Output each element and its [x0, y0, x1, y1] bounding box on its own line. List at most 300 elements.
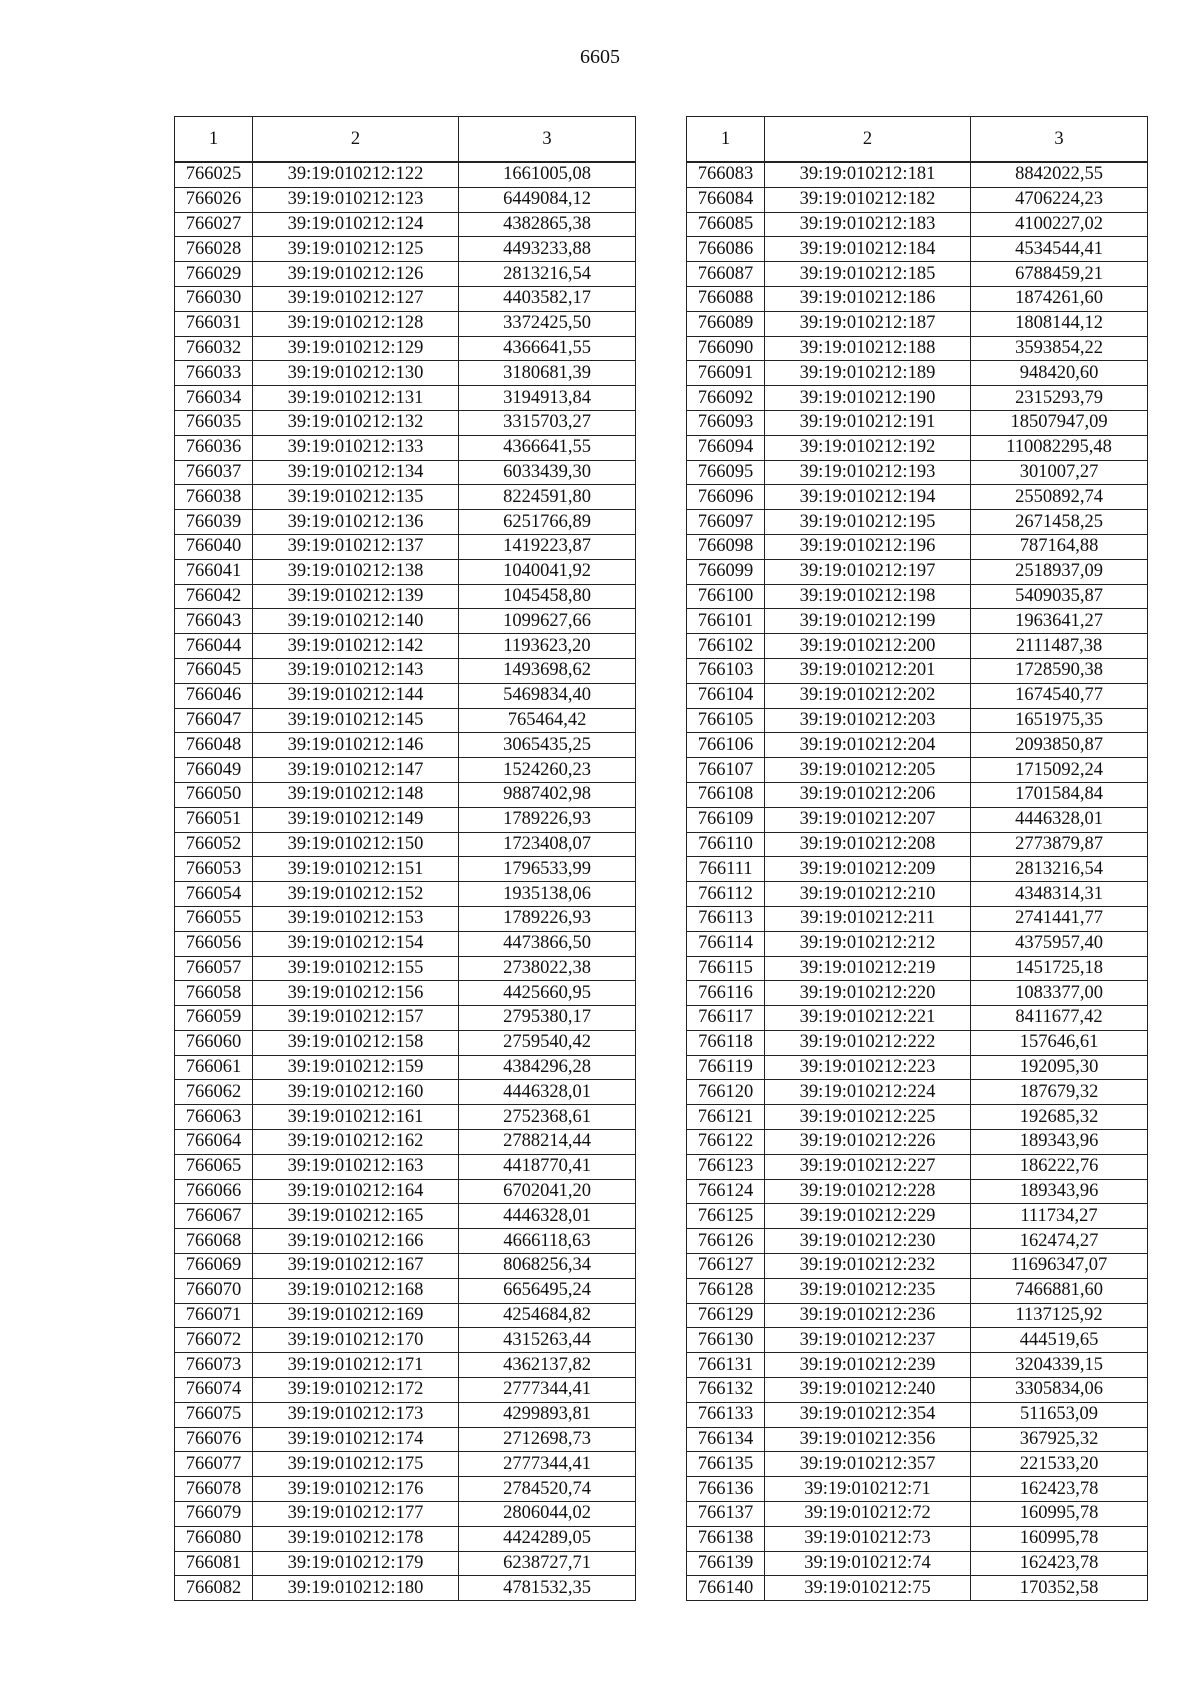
- table-row: [687, 485, 1148, 510]
- row-number-cell: 766107: [687, 758, 765, 783]
- row-number-cell: 766123: [687, 1154, 765, 1179]
- cadastral-number-cell: 39:19:010212:133: [253, 435, 459, 460]
- row-number-cell: 766040: [175, 534, 253, 559]
- value-cell: 4375957,40: [971, 931, 1148, 956]
- row-number-cell: 766066: [175, 1179, 253, 1204]
- cadastral-number-cell: 39:19:010212:179: [253, 1551, 459, 1576]
- row-number-cell: 766079: [175, 1502, 253, 1527]
- row-number-cell: 766114: [687, 931, 765, 956]
- value-cell: 8224591,80: [459, 485, 636, 510]
- value-cell: 160995,78: [971, 1502, 1148, 1527]
- row-number-cell: 766120: [687, 1080, 765, 1105]
- row-number-cell: 766134: [687, 1427, 765, 1452]
- row-number-cell: 766124: [687, 1179, 765, 1204]
- value-cell: 4315263,44: [459, 1328, 636, 1353]
- row-number-cell: 766037: [175, 460, 253, 485]
- row-number-cell: 766046: [175, 683, 253, 708]
- table-row: [175, 758, 636, 783]
- cadastral-number-cell: 39:19:010212:198: [765, 584, 971, 609]
- table-row: [175, 857, 636, 882]
- cadastral-number-cell: 39:19:010212:146: [253, 733, 459, 758]
- cadastral-number-cell: 39:19:010212:197: [765, 559, 971, 584]
- right-table: [686, 116, 1148, 1601]
- column-header-1: 1: [687, 117, 765, 163]
- row-number-cell: 766088: [687, 286, 765, 311]
- value-cell: 6251766,89: [459, 510, 636, 535]
- table-row: [175, 286, 636, 311]
- cadastral-number-cell: 39:19:010212:164: [253, 1179, 459, 1204]
- table-row: [687, 956, 1148, 981]
- table-row: [175, 162, 636, 187]
- table-row: [687, 1030, 1148, 1055]
- row-number-cell: 766108: [687, 782, 765, 807]
- row-number-cell: 766054: [175, 882, 253, 907]
- row-number-cell: 766098: [687, 534, 765, 559]
- table-row: [687, 1427, 1148, 1452]
- cadastral-number-cell: 39:19:010212:175: [253, 1452, 459, 1477]
- row-number-cell: 766067: [175, 1204, 253, 1229]
- value-cell: 2741441,77: [971, 906, 1148, 931]
- table-row: [687, 1254, 1148, 1279]
- row-number-cell: 766036: [175, 435, 253, 460]
- value-cell: 1193623,20: [459, 634, 636, 659]
- table-row: [175, 683, 636, 708]
- table-row: [687, 1477, 1148, 1502]
- row-number-cell: 766076: [175, 1427, 253, 1452]
- column-header-3: 3: [459, 117, 636, 163]
- value-cell: 765464,42: [459, 708, 636, 733]
- cadastral-number-cell: 39:19:010212:137: [253, 534, 459, 559]
- cadastral-number-cell: 39:19:010212:208: [765, 832, 971, 857]
- row-number-cell: 766031: [175, 311, 253, 336]
- table-row: [687, 1378, 1148, 1403]
- row-number-cell: 766045: [175, 658, 253, 683]
- table-row: [687, 187, 1148, 212]
- value-cell: 1045458,80: [459, 584, 636, 609]
- row-number-cell: 766035: [175, 410, 253, 435]
- cadastral-number-cell: 39:19:010212:158: [253, 1030, 459, 1055]
- cadastral-number-cell: 39:19:010212:199: [765, 609, 971, 634]
- value-cell: 5409035,87: [971, 584, 1148, 609]
- row-number-cell: 766070: [175, 1278, 253, 1303]
- row-number-cell: 766025: [175, 162, 253, 187]
- table-row: [175, 311, 636, 336]
- value-cell: 9887402,98: [459, 782, 636, 807]
- table-row: [175, 361, 636, 386]
- table-row: [175, 534, 636, 559]
- value-cell: 2518937,09: [971, 559, 1148, 584]
- cadastral-number-cell: 39:19:010212:130: [253, 361, 459, 386]
- table-row: [175, 1328, 636, 1353]
- row-number-cell: 766116: [687, 981, 765, 1006]
- table-row: [687, 758, 1148, 783]
- table-row: [687, 262, 1148, 287]
- row-number-cell: 766137: [687, 1502, 765, 1527]
- value-cell: 2315293,79: [971, 386, 1148, 411]
- cadastral-number-cell: 39:19:010212:124: [253, 212, 459, 237]
- table-row: [175, 1378, 636, 1403]
- row-number-cell: 766128: [687, 1278, 765, 1303]
- cadastral-number-cell: 39:19:010212:139: [253, 584, 459, 609]
- table-row: [175, 931, 636, 956]
- table-row: [687, 1130, 1148, 1155]
- table-row: [687, 311, 1148, 336]
- row-number-cell: 766072: [175, 1328, 253, 1353]
- row-number-cell: 766057: [175, 956, 253, 981]
- cadastral-number-cell: 39:19:010212:163: [253, 1154, 459, 1179]
- table-row: [175, 410, 636, 435]
- row-number-cell: 766129: [687, 1303, 765, 1328]
- cadastral-number-cell: 39:19:010212:201: [765, 658, 971, 683]
- value-cell: 2759540,42: [459, 1030, 636, 1055]
- cadastral-number-cell: 39:19:010212:206: [765, 782, 971, 807]
- cadastral-number-cell: 39:19:010212:127: [253, 286, 459, 311]
- value-cell: 1083377,00: [971, 981, 1148, 1006]
- left-table: [174, 116, 636, 1601]
- row-number-cell: 766091: [687, 361, 765, 386]
- value-cell: 2093850,87: [971, 733, 1148, 758]
- table-row: [687, 286, 1148, 311]
- table-row: [687, 361, 1148, 386]
- cadastral-number-cell: 39:19:010212:223: [765, 1055, 971, 1080]
- cadastral-number-cell: 39:19:010212:162: [253, 1130, 459, 1155]
- cadastral-number-cell: 39:19:010212:195: [765, 510, 971, 535]
- table-row: [175, 584, 636, 609]
- value-cell: 170352,58: [971, 1576, 1148, 1601]
- row-number-cell: 766140: [687, 1576, 765, 1601]
- value-cell: 1808144,12: [971, 311, 1148, 336]
- table-row: [687, 609, 1148, 634]
- row-number-cell: 766047: [175, 708, 253, 733]
- row-number-cell: 766058: [175, 981, 253, 1006]
- value-cell: 5469834,40: [459, 683, 636, 708]
- table-row: [687, 1154, 1148, 1179]
- table-row: [175, 1179, 636, 1204]
- value-cell: 4534544,41: [971, 237, 1148, 262]
- row-number-cell: 766089: [687, 311, 765, 336]
- table-row: [687, 882, 1148, 907]
- row-number-cell: 766062: [175, 1080, 253, 1105]
- cadastral-number-cell: 39:19:010212:128: [253, 311, 459, 336]
- value-cell: 187679,32: [971, 1080, 1148, 1105]
- table-row: [687, 1006, 1148, 1031]
- cadastral-number-cell: 39:19:010212:143: [253, 658, 459, 683]
- value-cell: 1451725,18: [971, 956, 1148, 981]
- cadastral-number-cell: 39:19:010212:154: [253, 931, 459, 956]
- value-cell: 8842022,55: [971, 162, 1148, 187]
- row-number-cell: 766102: [687, 634, 765, 659]
- row-number-cell: 766077: [175, 1452, 253, 1477]
- value-cell: 3372425,50: [459, 311, 636, 336]
- table-row: [687, 1353, 1148, 1378]
- row-number-cell: 766113: [687, 906, 765, 931]
- table-row: [175, 1427, 636, 1452]
- table-row: [175, 906, 636, 931]
- table-row: [175, 212, 636, 237]
- cadastral-number-cell: 39:19:010212:167: [253, 1254, 459, 1279]
- cadastral-number-cell: 39:19:010212:224: [765, 1080, 971, 1105]
- value-cell: 1789226,93: [459, 807, 636, 832]
- row-number-cell: 766101: [687, 609, 765, 634]
- value-cell: 6238727,71: [459, 1551, 636, 1576]
- cadastral-number-cell: 39:19:010212:74: [765, 1551, 971, 1576]
- row-number-cell: 766118: [687, 1030, 765, 1055]
- cadastral-number-cell: 39:19:010212:194: [765, 485, 971, 510]
- table-row: [175, 435, 636, 460]
- cadastral-number-cell: 39:19:010212:166: [253, 1229, 459, 1254]
- cadastral-number-cell: 39:19:010212:173: [253, 1402, 459, 1427]
- cadastral-number-cell: 39:19:010212:186: [765, 286, 971, 311]
- value-cell: 160995,78: [971, 1526, 1148, 1551]
- cadastral-number-cell: 39:19:010212:183: [765, 212, 971, 237]
- value-cell: 1728590,38: [971, 658, 1148, 683]
- value-cell: 11696347,07: [971, 1254, 1148, 1279]
- row-number-cell: 766053: [175, 857, 253, 882]
- value-cell: 1040041,92: [459, 559, 636, 584]
- table-row: [687, 212, 1148, 237]
- cadastral-number-cell: 39:19:010212:136: [253, 510, 459, 535]
- value-cell: 2795380,17: [459, 1006, 636, 1031]
- row-number-cell: 766121: [687, 1105, 765, 1130]
- table-row: [175, 237, 636, 262]
- cadastral-number-cell: 39:19:010212:200: [765, 634, 971, 659]
- column-header-3: 3: [971, 117, 1148, 163]
- value-cell: 511653,09: [971, 1402, 1148, 1427]
- value-cell: 192685,32: [971, 1105, 1148, 1130]
- value-cell: 1137125,92: [971, 1303, 1148, 1328]
- cadastral-number-cell: 39:19:010212:187: [765, 311, 971, 336]
- cadastral-number-cell: 39:19:010212:204: [765, 733, 971, 758]
- table-row: [687, 1055, 1148, 1080]
- row-number-cell: 766044: [175, 634, 253, 659]
- cadastral-number-cell: 39:19:010212:153: [253, 906, 459, 931]
- cadastral-number-cell: 39:19:010212:156: [253, 981, 459, 1006]
- value-cell: 2671458,25: [971, 510, 1148, 535]
- cadastral-number-cell: 39:19:010212:356: [765, 1427, 971, 1452]
- table-row: [175, 708, 636, 733]
- value-cell: 6449084,12: [459, 187, 636, 212]
- cadastral-number-cell: 39:19:010212:149: [253, 807, 459, 832]
- row-number-cell: 766109: [687, 807, 765, 832]
- row-number-cell: 766095: [687, 460, 765, 485]
- value-cell: 18507947,09: [971, 410, 1148, 435]
- value-cell: 1874261,60: [971, 286, 1148, 311]
- table-row: [175, 782, 636, 807]
- value-cell: 4362137,82: [459, 1353, 636, 1378]
- value-cell: 1715092,24: [971, 758, 1148, 783]
- row-number-cell: 766061: [175, 1055, 253, 1080]
- cadastral-number-cell: 39:19:010212:222: [765, 1030, 971, 1055]
- cadastral-number-cell: 39:19:010212:225: [765, 1105, 971, 1130]
- value-cell: 4424289,05: [459, 1526, 636, 1551]
- table-row: [175, 262, 636, 287]
- row-number-cell: 766133: [687, 1402, 765, 1427]
- table-row: [687, 1105, 1148, 1130]
- header-row: [687, 117, 1148, 163]
- value-cell: 111734,27: [971, 1204, 1148, 1229]
- value-cell: 4403582,17: [459, 286, 636, 311]
- value-cell: 2806044,02: [459, 1502, 636, 1527]
- cadastral-number-cell: 39:19:010212:123: [253, 187, 459, 212]
- table-row: [175, 1452, 636, 1477]
- row-number-cell: 766085: [687, 212, 765, 237]
- cadastral-number-cell: 39:19:010212:185: [765, 262, 971, 287]
- value-cell: 189343,96: [971, 1179, 1148, 1204]
- table-row: [687, 807, 1148, 832]
- cadastral-number-cell: 39:19:010212:229: [765, 1204, 971, 1229]
- cadastral-number-cell: 39:19:010212:159: [253, 1055, 459, 1080]
- cadastral-number-cell: 39:19:010212:161: [253, 1105, 459, 1130]
- value-cell: 1661005,08: [459, 162, 636, 187]
- row-number-cell: 766030: [175, 286, 253, 311]
- value-cell: 4382865,38: [459, 212, 636, 237]
- cadastral-number-cell: 39:19:010212:236: [765, 1303, 971, 1328]
- table-row: [175, 1402, 636, 1427]
- row-number-cell: 766115: [687, 956, 765, 981]
- row-number-cell: 766125: [687, 1204, 765, 1229]
- table-row: [175, 1204, 636, 1229]
- table-row: [175, 1303, 636, 1328]
- row-number-cell: 766069: [175, 1254, 253, 1279]
- value-cell: 4666118,63: [459, 1229, 636, 1254]
- cadastral-number-cell: 39:19:010212:160: [253, 1080, 459, 1105]
- row-number-cell: 766083: [687, 162, 765, 187]
- table-row: [175, 1477, 636, 1502]
- cadastral-number-cell: 39:19:010212:122: [253, 162, 459, 187]
- table-row: [687, 733, 1148, 758]
- table-row: [175, 1105, 636, 1130]
- table-row: [687, 931, 1148, 956]
- cadastral-number-cell: 39:19:010212:235: [765, 1278, 971, 1303]
- cadastral-number-cell: 39:19:010212:196: [765, 534, 971, 559]
- row-number-cell: 766026: [175, 187, 253, 212]
- table-row: [175, 609, 636, 634]
- table-row: [687, 1576, 1148, 1601]
- row-number-cell: 766096: [687, 485, 765, 510]
- value-cell: 1796533,99: [459, 857, 636, 882]
- value-cell: 162423,78: [971, 1551, 1148, 1576]
- row-number-cell: 766065: [175, 1154, 253, 1179]
- row-number-cell: 766071: [175, 1303, 253, 1328]
- table-row: [687, 534, 1148, 559]
- cadastral-number-cell: 39:19:010212:142: [253, 634, 459, 659]
- row-number-cell: 766055: [175, 906, 253, 931]
- cadastral-number-cell: 39:19:010212:228: [765, 1179, 971, 1204]
- table-row: [687, 435, 1148, 460]
- table-row: [687, 906, 1148, 931]
- table-row: [687, 1502, 1148, 1527]
- value-cell: 2813216,54: [971, 857, 1148, 882]
- table-row: [687, 1229, 1148, 1254]
- cadastral-number-cell: 39:19:010212:232: [765, 1254, 971, 1279]
- cadastral-number-cell: 39:19:010212:354: [765, 1402, 971, 1427]
- value-cell: 4366641,55: [459, 435, 636, 460]
- table-row: [175, 733, 636, 758]
- row-number-cell: 766052: [175, 832, 253, 857]
- value-cell: 2738022,38: [459, 956, 636, 981]
- row-number-cell: 766081: [175, 1551, 253, 1576]
- table-row: [687, 1204, 1148, 1229]
- cadastral-number-cell: 39:19:010212:165: [253, 1204, 459, 1229]
- row-number-cell: 766104: [687, 683, 765, 708]
- table-row: [175, 336, 636, 361]
- row-number-cell: 766048: [175, 733, 253, 758]
- value-cell: 1674540,77: [971, 683, 1148, 708]
- table-row: [175, 1154, 636, 1179]
- value-cell: 2777344,41: [459, 1452, 636, 1477]
- value-cell: 4418770,41: [459, 1154, 636, 1179]
- table-row: [175, 485, 636, 510]
- value-cell: 162474,27: [971, 1229, 1148, 1254]
- value-cell: 3204339,15: [971, 1353, 1148, 1378]
- cadastral-number-cell: 39:19:010212:207: [765, 807, 971, 832]
- table-row: [175, 956, 636, 981]
- row-number-cell: 766033: [175, 361, 253, 386]
- table-row: [175, 634, 636, 659]
- table-row: [687, 1551, 1148, 1576]
- cadastral-number-cell: 39:19:010212:168: [253, 1278, 459, 1303]
- row-number-cell: 766064: [175, 1130, 253, 1155]
- cadastral-number-cell: 39:19:010212:172: [253, 1378, 459, 1403]
- row-number-cell: 766126: [687, 1229, 765, 1254]
- table-row: [687, 510, 1148, 535]
- cadastral-number-cell: 39:19:010212:171: [253, 1353, 459, 1378]
- table-row: [687, 460, 1148, 485]
- row-number-cell: 766056: [175, 931, 253, 956]
- table-row: [687, 1328, 1148, 1353]
- cadastral-number-cell: 39:19:010212:237: [765, 1328, 971, 1353]
- value-cell: 1419223,87: [459, 534, 636, 559]
- cadastral-number-cell: 39:19:010212:230: [765, 1229, 971, 1254]
- row-number-cell: 766060: [175, 1030, 253, 1055]
- cadastral-number-cell: 39:19:010212:226: [765, 1130, 971, 1155]
- row-number-cell: 766027: [175, 212, 253, 237]
- table-row: [175, 1254, 636, 1279]
- table-row: [175, 559, 636, 584]
- value-cell: 186222,76: [971, 1154, 1148, 1179]
- row-number-cell: 766136: [687, 1477, 765, 1502]
- row-number-cell: 766051: [175, 807, 253, 832]
- cadastral-number-cell: 39:19:010212:205: [765, 758, 971, 783]
- table-row: [687, 981, 1148, 1006]
- cadastral-number-cell: 39:19:010212:192: [765, 435, 971, 460]
- cadastral-number-cell: 39:19:010212:131: [253, 386, 459, 411]
- row-number-cell: 766111: [687, 857, 765, 882]
- value-cell: 6656495,24: [459, 1278, 636, 1303]
- row-number-cell: 766086: [687, 237, 765, 262]
- value-cell: 4254684,82: [459, 1303, 636, 1328]
- cadastral-number-cell: 39:19:010212:126: [253, 262, 459, 287]
- cadastral-number-cell: 39:19:010212:174: [253, 1427, 459, 1452]
- row-number-cell: 766127: [687, 1254, 765, 1279]
- cadastral-number-cell: 39:19:010212:71: [765, 1477, 971, 1502]
- value-cell: 2752368,61: [459, 1105, 636, 1130]
- cadastral-number-cell: 39:19:010212:239: [765, 1353, 971, 1378]
- cadastral-number-cell: 39:19:010212:140: [253, 609, 459, 634]
- row-number-cell: 766139: [687, 1551, 765, 1576]
- cadastral-number-cell: 39:19:010212:135: [253, 485, 459, 510]
- table-row: [175, 1055, 636, 1080]
- value-cell: 3180681,39: [459, 361, 636, 386]
- cadastral-number-cell: 39:19:010212:150: [253, 832, 459, 857]
- value-cell: 4446328,01: [971, 807, 1148, 832]
- row-number-cell: 766093: [687, 410, 765, 435]
- value-cell: 4493233,88: [459, 237, 636, 262]
- header-row: [175, 117, 636, 163]
- row-number-cell: 766103: [687, 658, 765, 683]
- cadastral-number-cell: 39:19:010212:169: [253, 1303, 459, 1328]
- value-cell: 948420,60: [971, 361, 1148, 386]
